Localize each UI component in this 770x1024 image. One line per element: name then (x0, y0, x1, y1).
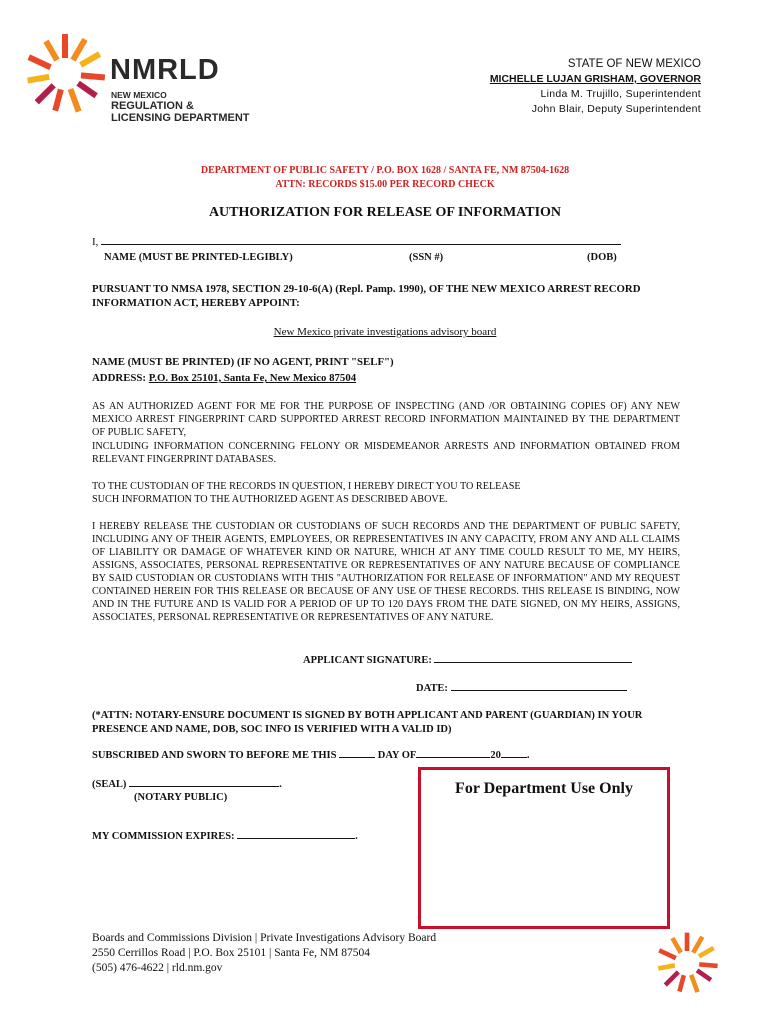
date-label: DATE: (416, 683, 448, 694)
ssn-field-label: (SSN #) (409, 252, 444, 263)
release-paragraph: I HEREBY RELEASE THE CUSTODIAN OR CUSTODIANS OF SUCH RECORDS AND THE DEPARTMENT OF PUBLIC SAFETY, INCLUDING ANY OF THEIR AGENTS, EMPLOYEES, OR REPRESENTATIVES IN ANY CAPACITY, FROM ANY AND ALL CLAIMS OF LIABILITY OR DAMAGE OF WHATEVER KIND OR NATURE, WHICH AT ANY TIME COULD RESULT TO ME, MY HEIRS, ASSIGNS, ASSOCIATES, PERSONAL REPRESENTATIVE OR REPRESENTATIVES OF ANY NATURE BECAUSE OF COMPLIANCE BY SAID CUSTODIAN OR CUSTODIANS WITH THIS "AUTHORIZATION FOR RELEASE OF INFORMATION" AND MY REQUEST CONTAINED HEREIN FOR THIS RELEASE OR BECAUSE OF ANY USE OF THESE RECORDS. THIS RELEASE IS BINDING, NOW AND IN THE FUTURE AND IS VALID FOR A PERIOD OF UP TO 120 DAYS FROM THE DATE SIGNED, ON MY HEIRS, ASSIGNS, ASSOCIATES, PERSONAL REPRESENTATIVE OR REPRESENTATIVES OF ANY NATURE. (92, 521, 680, 623)
date-field[interactable] (451, 682, 627, 691)
page-title: AUTHORIZATION FOR RELEASE OF INFORMATION (208, 205, 562, 220)
footer-address: 2550 Cerrillos Road | P.O. Box 25101 | Santa Fe, NM 87504 (92, 947, 371, 959)
name-field-label: NAME (MUST BE PRINTED-LEGIBLY) (104, 252, 293, 263)
appointee-name: New Mexico private investigations advisory board (273, 326, 497, 338)
agent-address-row (92, 372, 356, 384)
logo-subtitle-3: LICENSING DEPARTMENT (111, 112, 250, 124)
logo-subtitle-2: REGULATION & (111, 100, 194, 112)
custodian-direction-2: SUCH INFORMATION TO THE AUTHORIZED AGENT AS DESCRIBED ABOVE. (92, 494, 448, 505)
name-line-prefix: I, (92, 236, 99, 248)
commission-expires-field[interactable] (237, 830, 355, 839)
subscribed-day-field[interactable] (339, 749, 375, 758)
subscribed-year-prefix: 20 (490, 750, 501, 761)
authorization-paragraph: AS AN AUTHORIZED AGENT FOR ME FOR THE PURPOSE OF INSPECTING (AND /OR OBTAINING COPIES OF) ANY NEW MEXICO ARREST FINGERPRINT CARD SUPPORTED ARREST RECORD INFORMATION MAINTAINED BY THE DEPARTMENT OF PUBLIC SAFETY, (92, 401, 680, 438)
subscribed-year-field[interactable] (501, 749, 527, 758)
subscribed-label: SUBSCRIBED AND SWORN TO BEFORE ME THIS (92, 750, 337, 761)
date-row (416, 682, 627, 694)
notary-public-label: (NOTARY PUBLIC) (134, 792, 228, 803)
logo-wordmark: NMRLD (110, 54, 220, 86)
subscribed-month-field[interactable] (416, 749, 490, 758)
custodian-direction-1: TO THE CUSTODIAN OF THE RECORDS IN QUESTION, I HEREBY DIRECT YOU TO RELEASE (92, 481, 521, 492)
sunburst-logo-icon (22, 28, 108, 114)
name-ssn-dob-field[interactable] (101, 235, 621, 245)
seal-label: (SEAL) (92, 779, 127, 790)
notary-signature-field[interactable] (129, 778, 279, 787)
applicant-signature-field[interactable] (434, 654, 632, 663)
pursuant-statement: PURSUANT TO NMSA 1978, SECTION 29-10-6(A) (Repl. Pamp. 1990), OF THE NEW MEXICO ARREST RECORD INFORMATION ACT, HEREBY APPOINT: (92, 283, 641, 309)
commission-label: MY COMMISSION EXPIRES: (92, 831, 235, 842)
dept-address-line: DEPARTMENT OF PUBLIC SAFETY / P.O. BOX 1628 / SANTA FE, NM 87504-1628 (200, 165, 570, 176)
footer-division: Boards and Commissions Division | Private Investigations Advisory Board (92, 932, 437, 944)
header-state: STATE OF NEW MEXICO (567, 58, 701, 70)
nmrld-logo (22, 28, 267, 128)
footer-contact: (505) 476-4622 | rld.nm.gov (92, 962, 223, 974)
commission-row: MY COMMISSION EXPIRES: . (92, 831, 358, 842)
dept-records-fee-line: ATTN: RECORDS $15.00 PER RECORD CHECK (275, 179, 495, 190)
authorization-paragraph-2: INCLUDING INFORMATION CONCERNING FELONY OR MISDEMEANOR ARRESTS AND INFORMATION OBTAINED FROM RELEVANT FINGERPRINT DATABASES. (92, 441, 680, 465)
header-deputy: John Blair, Deputy Superintendent (531, 103, 701, 115)
applicant-signature-label: APPLICANT SIGNATURE: (303, 655, 432, 666)
logo-subtitle-1: NEW MEXICO (111, 90, 167, 100)
dob-field-label: (DOB) (587, 252, 617, 263)
agent-name-label: NAME (MUST BE PRINTED) (IF NO AGENT, PRINT "SELF") (92, 356, 394, 368)
header-superintendent: Linda M. Trujillo, Superintendent (540, 88, 701, 100)
department-use-box (418, 767, 670, 929)
department-use-label: For Department Use Only (455, 780, 633, 797)
address-label: ADDRESS: (92, 372, 146, 384)
applicant-signature-row (303, 654, 632, 666)
name-ssn-dob-line (92, 235, 632, 248)
notary-attention-note: (*ATTN: NOTARY-ENSURE DOCUMENT IS SIGNED BY BOTH APPLICANT AND PARENT (GUARDIAN) IN YOUR PRESENCE AND NAME, DOB, SOC INFO IS VERIFIED WITH A VALID ID) (92, 710, 643, 735)
subscribed-sworn-row: SUBSCRIBED AND SWORN TO BEFORE ME THIS DAY OF 20 . (92, 750, 530, 761)
seal-row: (SEAL) . (92, 779, 282, 790)
subscribed-day-of-label: DAY OF (377, 750, 417, 761)
header-governor: MICHELLE LUJAN GRISHAM, GOVERNOR (489, 73, 701, 85)
footer-sunburst-icon (654, 928, 720, 994)
address-value: P.O. Box 25101, Santa Fe, New Mexico 87504 (148, 372, 357, 384)
